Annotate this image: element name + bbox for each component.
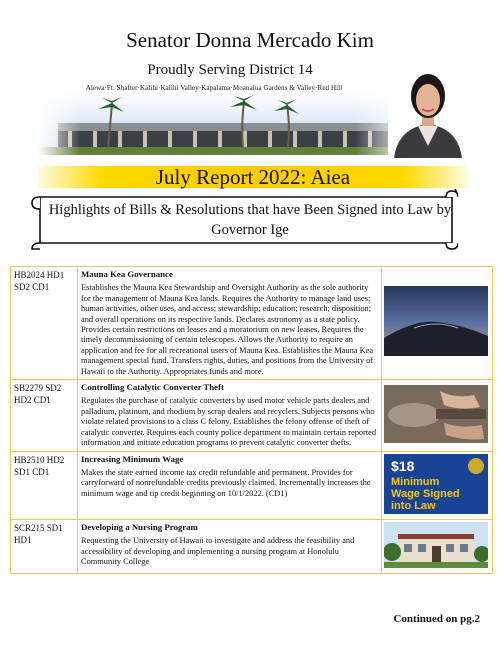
bill-image-cell xyxy=(382,267,493,380)
wage-amount: $18 xyxy=(391,457,415,474)
bill-description: Regulates the purchase of catalytic converters by used motor vehicle parts dealers and palladium, platinum, and rhodium by scrap dealers and recyclers. Subjects persons who violate related provisions to a class C felony. Establishes the felony offense of theft of catalytic converter. Requires each county police department to maintain certain reported information and initiate education programs to prevent catalytic converter thefts. xyxy=(81,396,377,448)
capitol-building-image xyxy=(38,93,390,155)
bill-title: Mauna Kea Governance xyxy=(81,269,173,279)
wage-line-3: into Law xyxy=(391,499,436,512)
bill-description: Requesting the University of Hawaii to investigate and address the feasibility and accessibility of developing and implementing a nursing program at Honolulu Community College xyxy=(81,536,355,567)
wage-line-2: Wage Signed xyxy=(391,487,460,500)
report-title: July Report 2022: Aiea xyxy=(155,165,351,189)
catalytic-converter-image xyxy=(384,385,488,443)
bill-image-cell xyxy=(382,451,493,519)
bill-id: HB2510 HD2 SD1 CD1 xyxy=(11,451,78,519)
page-title: Senator Donna Mercado Kim xyxy=(126,28,374,52)
bill-id: SCR215 SD1 HD1 xyxy=(11,519,78,573)
bill-id: SB2279 SD2 HD2 CD1 xyxy=(11,380,78,451)
community-college-image xyxy=(384,522,488,568)
wage-line-1: Minimum xyxy=(391,475,440,488)
mauna-kea-image xyxy=(384,286,488,356)
bill-title: Increasing Minimum Wage xyxy=(81,453,184,464)
bill-image-cell xyxy=(382,380,493,451)
bill-details xyxy=(78,267,382,380)
bill-details xyxy=(78,451,382,519)
bills-table xyxy=(10,266,493,574)
senator-portrait xyxy=(388,58,468,158)
bill-details xyxy=(78,519,382,573)
bill-description: Makes the state earned income tax credit refundable and permanent. Provides for carryforward of nonrefundable credits previously claimed. Incrementally increases the minimum wage and tip credit beginning on 10/1/2022. (CD1) xyxy=(81,467,371,498)
table-row xyxy=(11,451,493,519)
district-neighborhoods: Alewa·Ft. Shafter·Kalihi·Kalihi Valley·Kapalama·Moanalua Gardens & Valley·Red Hill xyxy=(85,84,343,92)
table-row xyxy=(11,267,493,380)
continued-note: Continued on pg.2 xyxy=(393,613,480,625)
bill-title: Controlling Catalytic Converter Theft xyxy=(81,382,224,393)
bill-description: Establishes the Mauna Kea Stewardship and Oversight Authority as the sole authority for the management of Mauna Kea lands. Requires the Authority to manage land uses; human activities, other uses, and access; stewardship; education; research; disposition; and overall operations on its respective lands. Declares astronomy as a state policy. Provides certain restrictions on leases and a moratorium on new leases. Requires the timely decommissioning of certain telescopes. Allows the Authority to require an application and fee for all recreational users of Mauna Kea. Establishes the Mauna Kea management special fund. Transfers rights, duties, and positions from the University of Hawaii to the Authority. Appropriates funds and more. xyxy=(81,283,374,376)
bill-id: HB2024 HD1 SD2 CD1 xyxy=(11,267,78,380)
highlights-heading: Highlights of Bills & Resolutions that have Been Signed into Law by Governor Ige xyxy=(48,202,452,238)
bill-title: Developing a Nursing Program xyxy=(81,521,198,532)
bill-image-cell xyxy=(382,519,493,573)
page-subtitle: Proudly Serving District 14 xyxy=(147,62,313,78)
minimum-wage-image xyxy=(384,454,488,514)
bill-details xyxy=(78,380,382,451)
table-row xyxy=(11,519,493,573)
table-row xyxy=(11,380,493,451)
